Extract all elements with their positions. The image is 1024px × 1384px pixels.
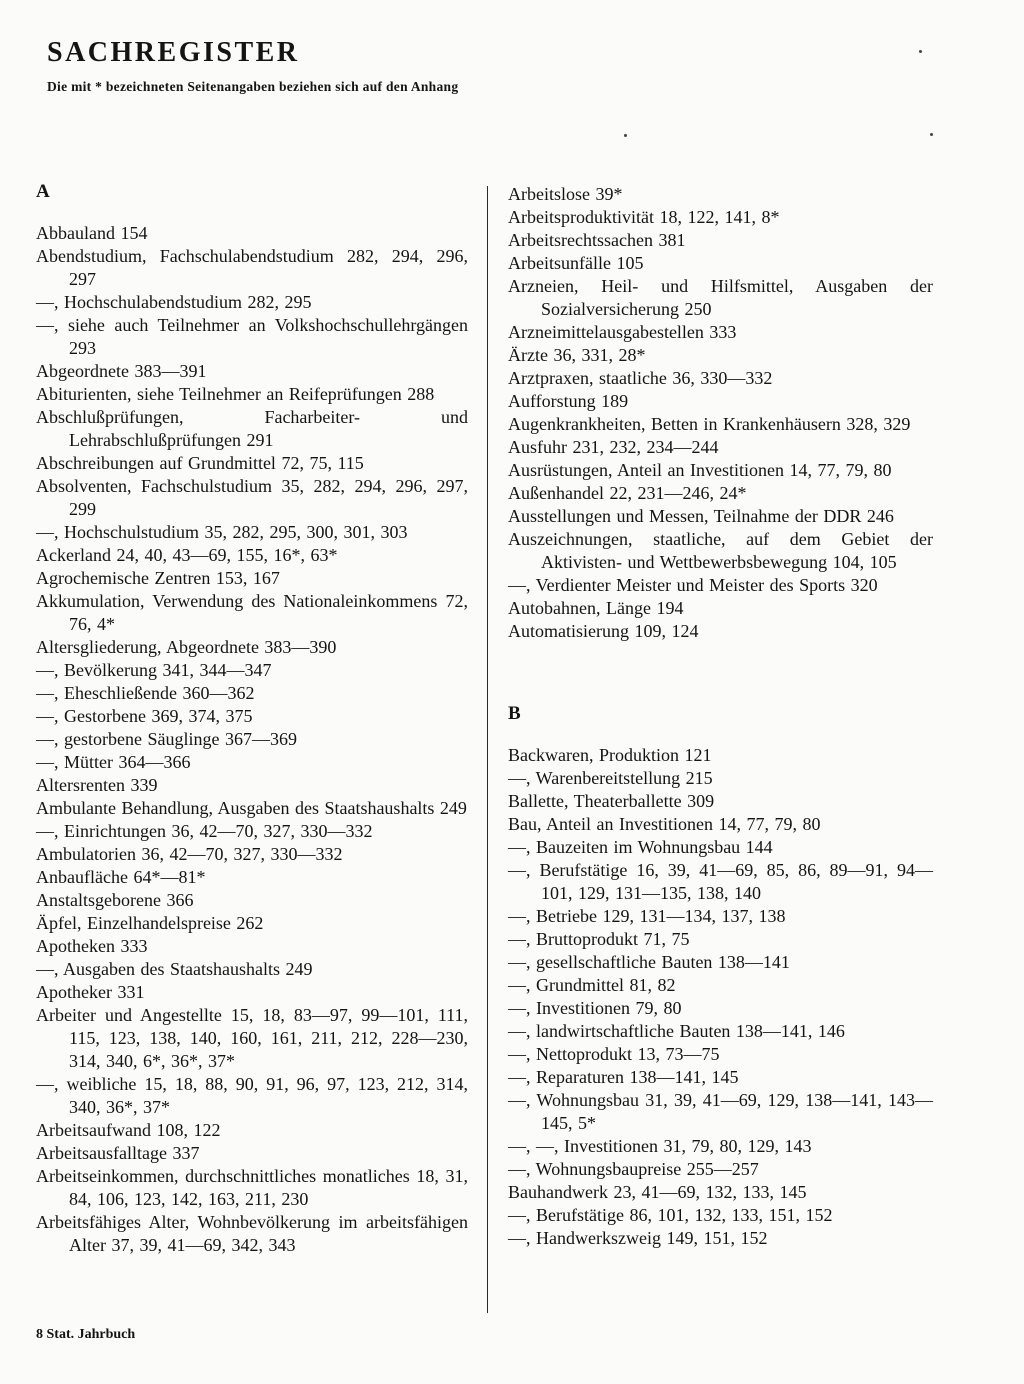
index-column-left (36, 182, 468, 1257)
index-entry: Abschlußprüfungen, Facharbeiter- und Lehrabschlußprüfungen 291 (36, 407, 468, 450)
index-entry: Abbauland 154 (36, 223, 148, 243)
index-entry: Ballette, Theaterballette 309 (508, 791, 715, 811)
scan-speck (919, 50, 922, 53)
index-entry: Abiturienten, siehe Teilnehmer an Reifeprüfungen 288 (36, 384, 435, 404)
index-entry: Altersgliederung, Abgeordnete 383—390 (36, 637, 337, 657)
index-entry: —, —, Investitionen 31, 79, 80, 129, 143 (508, 1136, 812, 1156)
page-title: SACHREGISTER (47, 37, 300, 68)
index-entry: Akkumulation, Verwendung des Nationaleinkommens 72, 76, 4* (36, 591, 468, 634)
index-entry: Absolventen, Fachschulstudium 35, 282, 294, 296, 297, 299 (36, 476, 468, 519)
index-entry: —, gestorbene Säuglinge 367—369 (36, 729, 297, 749)
index-entry: —, Betriebe 129, 131—134, 137, 138 (508, 906, 786, 926)
index-entry: Ausfuhr 231, 232, 234—244 (508, 437, 719, 457)
index-entry: Aufforstung 189 (508, 391, 629, 411)
section-letter-a: A (36, 181, 50, 202)
section-letter-b: B (508, 703, 521, 724)
index-entry: Ausrüstungen, Anteil an Investitionen 14, 77, 79, 80 (508, 460, 892, 480)
index-entry: Automatisierung 109, 124 (508, 621, 699, 641)
index-entry: —, Hochschulabendstudium 282, 295 (36, 292, 312, 312)
section-gap (508, 643, 933, 704)
index-entry: Arbeitslose 39* (508, 184, 623, 204)
scan-speck (624, 134, 627, 137)
index-entry: —, gesellschaftliche Bauten 138—141 (508, 952, 790, 972)
index-entry: Backwaren, Produktion 121 (508, 745, 712, 765)
scan-speck (930, 133, 933, 136)
index-entry: —, Wohnungsbau 31, 39, 41—69, 129, 138—141, 143—145, 5* (508, 1090, 933, 1133)
index-entry: Altersrenten 339 (36, 775, 158, 795)
index-entry: —, Hochschulstudium 35, 282, 295, 300, 301, 303 (36, 522, 408, 542)
index-entry: —, Eheschließende 360—362 (36, 683, 255, 703)
index-entry: Bau, Anteil an Investitionen 14, 77, 79, 80 (508, 814, 821, 834)
index-entry: Apotheker 331 (36, 982, 145, 1002)
index-entry: Arzneien, Heil- und Hilfsmittel, Ausgaben der Sozialversicherung 250 (508, 276, 933, 319)
page-footer-signature: 8 Stat. Jahrbuch (36, 1327, 136, 1342)
index-entry: —, Verdienter Meister und Meister des Sports 320 (508, 575, 878, 595)
index-entry: Ackerland 24, 40, 43—69, 155, 16*, 63* (36, 545, 338, 565)
index-entry: —, Berufstätige 86, 101, 132, 133, 151, 152 (508, 1205, 833, 1225)
index-entry: Arbeitsausfalltage 337 (36, 1143, 200, 1163)
index-entry: —, Investitionen 79, 80 (508, 998, 682, 1018)
index-entry: Agrochemische Zentren 153, 167 (36, 568, 280, 588)
entry-list-right-a (508, 183, 933, 643)
index-entry: Außenhandel 22, 231—246, 24* (508, 483, 747, 503)
index-entry: Autobahnen, Länge 194 (508, 598, 684, 618)
index-entry: Arbeitsproduktivität 18, 122, 141, 8* (508, 207, 780, 227)
index-entry: Ambulante Behandlung, Ausgaben des Staatshaushalts 249 (36, 798, 467, 818)
index-entry: —, Bauzeiten im Wohnungsbau 144 (508, 837, 773, 857)
index-entry: —, Bruttoprodukt 71, 75 (508, 929, 690, 949)
index-entry: Abgeordnete 383—391 (36, 361, 207, 381)
index-entry: Arbeitsaufwand 108, 122 (36, 1120, 221, 1140)
index-entry: —, Wohnungsbaupreise 255—257 (508, 1159, 759, 1179)
index-entry: Augenkrankheiten, Betten in Krankenhäusern 328, 329 (508, 414, 911, 434)
entry-list-left (36, 222, 468, 1257)
index-entry: Abendstudium, Fachschulabendstudium 282, 294, 296, 297 (36, 246, 468, 289)
index-entry: —, Gestorbene 369, 374, 375 (36, 706, 253, 726)
index-entry: Anbaufläche 64*—81* (36, 867, 206, 887)
index-column-right (508, 183, 933, 1250)
index-entry: Ausstellungen und Messen, Teilnahme der DDR 246 (508, 506, 894, 526)
index-entry: —, Handwerkszweig 149, 151, 152 (508, 1228, 768, 1248)
index-entry: Arztpraxen, staatliche 36, 330—332 (508, 368, 773, 388)
index-entry: —, landwirtschaftliche Bauten 138—141, 146 (508, 1021, 845, 1041)
index-entry: —, Nettoprodukt 13, 73—75 (508, 1044, 720, 1064)
index-entry: Ambulatorien 36, 42—70, 327, 330—332 (36, 844, 343, 864)
index-entry: —, Einrichtungen 36, 42—70, 327, 330—332 (36, 821, 373, 841)
index-entry: Ärzte 36, 331, 28* (508, 345, 646, 365)
index-entry: —, Mütter 364—366 (36, 752, 191, 772)
index-entry: Arbeitsrechtssachen 381 (508, 230, 686, 250)
index-entry: —, Berufstätige 16, 39, 41—69, 85, 86, 89—91, 94—101, 129, 131—135, 138, 140 (508, 860, 933, 903)
page-subtitle: Die mit * bezeichneten Seitenangaben beziehen sich auf den Anhang (47, 79, 459, 94)
index-entry: Auszeichnungen, staatliche, auf dem Gebiet der Aktivisten- und Wettbewerbsbewegung 104, 105 (508, 529, 933, 572)
column-divider (487, 186, 488, 1313)
index-entry: —, Ausgaben des Staatshaushalts 249 (36, 959, 313, 979)
index-entry: —, Bevölkerung 341, 344—347 (36, 660, 272, 680)
index-entry: Äpfel, Einzelhandelspreise 262 (36, 913, 264, 933)
index-entry: Arbeitsunfälle 105 (508, 253, 644, 273)
index-entry: —, Warenbereitstellung 215 (508, 768, 713, 788)
index-entry: Bauhandwerk 23, 41—69, 132, 133, 145 (508, 1182, 807, 1202)
index-entry: Arbeitsfähiges Alter, Wohnbevölkerung im arbeitsfähigen Alter 37, 39, 41—69, 342, 343 (36, 1212, 468, 1255)
index-entry: Arzneimittelausgabestellen 333 (508, 322, 737, 342)
index-entry: Anstaltsgeborene 366 (36, 890, 194, 910)
entry-list-right-b (508, 744, 933, 1250)
index-entry: Abschreibungen auf Grundmittel 72, 75, 115 (36, 453, 364, 473)
index-entry: Arbeitseinkommen, durchschnittliches monatliches 18, 31, 84, 106, 123, 142, 163, 211, 230 (36, 1166, 468, 1209)
index-entry: —, Grundmittel 81, 82 (508, 975, 676, 995)
index-entry: —, siehe auch Teilnehmer an Volkshochschullehrgängen 293 (36, 315, 468, 358)
index-entry: Arbeiter und Angestellte 15, 18, 83—97, 99—101, 111, 115, 123, 138, 140, 160, 161, 211, 212, 228—230, 314, 340, 6*, 36*, 37* (36, 1005, 468, 1071)
index-entry: —, Reparaturen 138—141, 145 (508, 1067, 739, 1087)
index-entry: Apotheken 333 (36, 936, 148, 956)
index-entry: —, weibliche 15, 18, 88, 90, 91, 96, 97, 123, 212, 314, 340, 36*, 37* (36, 1074, 468, 1117)
